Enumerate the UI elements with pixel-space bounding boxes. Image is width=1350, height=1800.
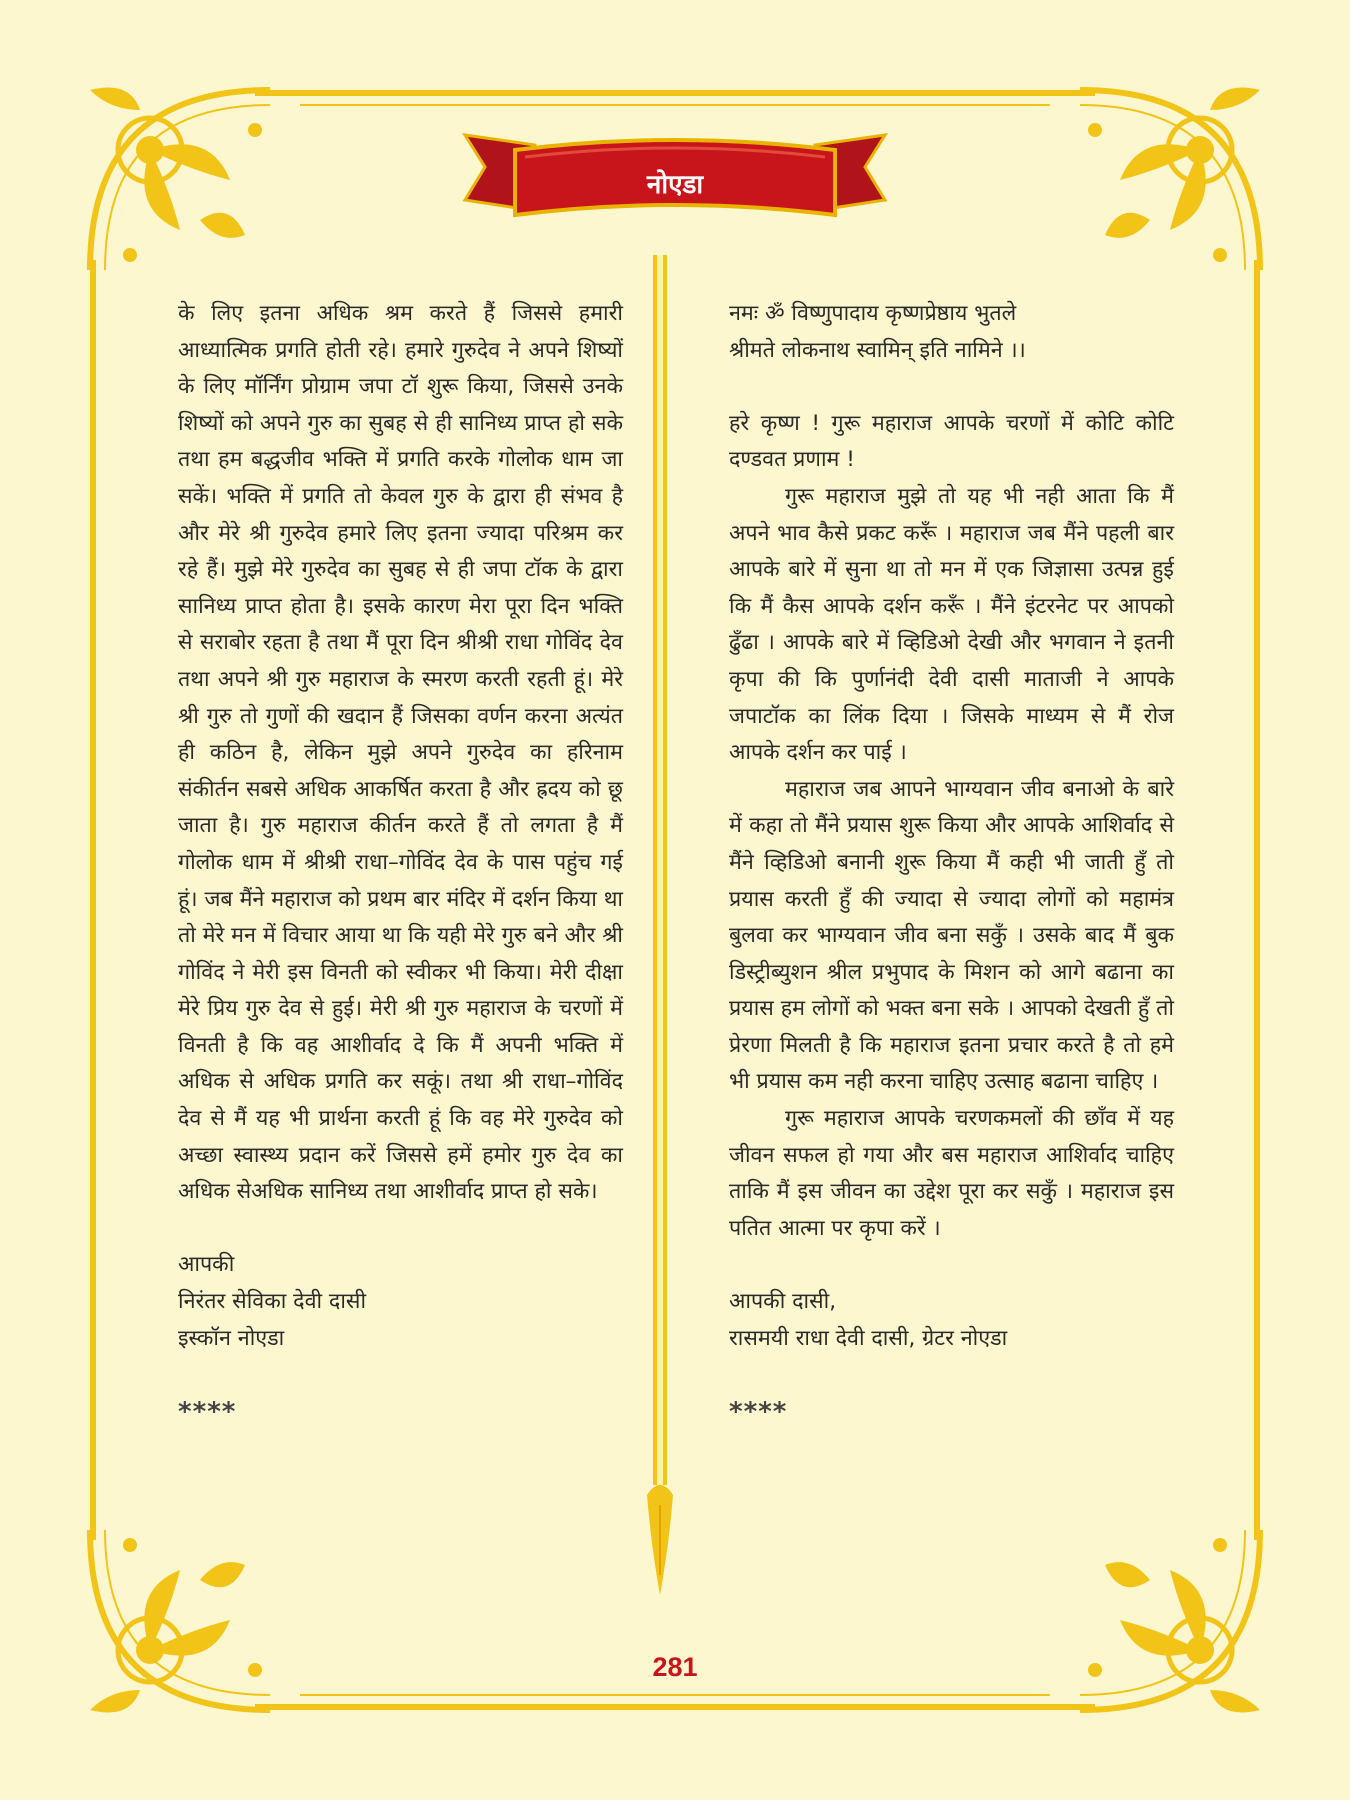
left-signoff-salutation: आपकी	[178, 1252, 235, 1278]
right-signoff-name: रासमयी राधा देवी दासी, ग्रेटर नोएडा	[729, 1325, 1008, 1351]
column-divider	[645, 255, 675, 1595]
right-paragraph-1: गुरू महाराज मुझे तो यह भी नही आता कि मैं अपने भाव कैसे प्रकट करूँ । महाराज जब मैंने पहली बार आपके बारे में सुना था तो मन में एक जिज्ञासा उत्पन्न हुई कि मैं कैस आपके दर्शन करूँ । मैंने इंटरनेट पर आपको ढुँढा । आपके बारे में व्हिडिओ देखी और भगवान ने इतनी कृपा की कि पुर्णानंदी देवी दासी माताजी ने आपके जपाटॉक का लिंक दिया । जिसके माध्यम से मैं रोज आपके दर्शन कर पाई ।	[729, 483, 1174, 766]
corner-ornament-top-right	[1050, 70, 1280, 300]
page-title: नोएडा	[646, 170, 704, 200]
left-body-paragraph: के लिए इतना अधिक श्रम करते हैं जिससे हमारी आध्यात्मिक प्रगति होती रहे। हमारे गुरुदेव ने अपने शिष्यों के लिए मॉर्निंग प्रोग्राम जपा टॉ शुरू किया, जिससे उनके शिष्यों को अपने गुरु का सुबह से ही सानिध्य प्राप्त हो सके तथा हम बद्धजीव भक्ति में प्रगति करके गोलोक धाम जा सकें। भक्ति में प्रगति तो केवल गुरु के द्वारा ही संभव है और मेरे श्री गुरुदेव हमारे लिए इतना ज्यादा परिश्रम कर रहे हैं। मुझे मेरे गुरुदेव का सुबह से ही जपा टॉक के द्वारा सानिध्य प्राप्त होता है। इसके कारण मेरा पूरा दिन भक्ति से सराबोर रहता है तथा मैं पूरा दिन श्रीश्री राधा गोविंद देव तथा अपने श्री गुरु महाराज के स्मरण करती रहती हूं। मेरे श्री गुरु तो गुणों की खदान हैं जिसका वर्णन करना अत्यंत ही कठिन है, लेकिन मुझे अपने गुरुदेव का हरिनाम संकीर्तन सबसे अधिक आकर्षित करता है और ह्रदय को छू जाता है। गुरु महाराज कीर्तन करते हैं तो लगता है मैं गोलोक धाम में श्रीश्री राधा–गोविंद देव के पास पहुंच गई हूं। जब मैंने महाराज को प्रथम बार मंदिर में दर्शन किया था तो मेरे मन में विचार आया था कि यही मेरे गुरु बने और श्री गोविंद ने मेरी इस विनती को स्वीकर भी किया। मेरी दीक्षा मेरे प्रिय गुरु देव से हुई। मेरी श्री गुरु महाराज के चरणों में विनती है कि वह आशीर्वाद दे कि मैं अपनी भक्ति में अधिक से अधिक प्रगति कर सकूं। तथा श्री राधा–गोविंद देव से मैं यह भी प्रार्थना करती हूं कि वह मेरे गुरुदेव को अच्छा स्वास्थ्य प्रदान करें जिससे हमें हमोर गुरु देव का अधिक सेअधिक सानिध्य तथा आशीर्वाद प्राप्त हो सके।	[178, 301, 623, 1205]
right-column	[729, 296, 1174, 1430]
page-number: 281	[652, 1652, 698, 1682]
left-signoff-name: निरंतर सेविका देवी दासी	[178, 1289, 367, 1315]
pranam-mantra-line-2: श्रीमते लोकनाथ स्वामिन् इति नामिने ।।	[729, 337, 1026, 363]
right-signoff-salutation: आपकी दासी,	[729, 1289, 837, 1315]
left-signoff-place: इस्कॉन नोएडा	[178, 1325, 285, 1351]
ribbon-banner	[460, 115, 890, 220]
right-paragraph-3: गुरू महाराज आपके चरणकमलों की छाँव में यह जीवन सफल हो गया और बस महाराज आशिर्वाद चाहिए ताकि मैं इस जीवन का उद्देश पूरा कर सकुँ । महाराज इस पतित आत्मा पर कृपा करें ।	[729, 1106, 1174, 1241]
corner-ornament-top-left	[70, 70, 300, 300]
right-paragraph-2: महाराज जब आपने भाग्यवान जीव बनाओ के बारे में कहा तो मैंने प्रयास शुरू किया और आपके आशिर्वाद से मैंने व्हिडिओ बनानी शुरू किया मैं कही भी जाती हुँ तो प्रयास करती हुँ की ज्यादा से ज्यादा लोगों को महामंत्र बुलवा कर भाग्यवान जीव बना सकुँ । उसके बाद मैं बुक डिस्ट्रीब्युशन श्रील प्रभुपाद के मिशन को आगे बढाना का प्रयास हम लोगों को भक्त बना सके । आपको देखती हुँ तो प्रेरणा मिलती है कि महाराज इतना प्रचार करते है तो हमे भी प्रयास कम नही करना चाहिए उत्साह बढाना चाहिए ।	[729, 776, 1174, 1095]
corner-ornament-bottom-left	[70, 1500, 300, 1730]
right-section-end-stars: ****	[729, 1396, 788, 1427]
left-column	[178, 296, 623, 1430]
greeting-paragraph: हरे कृष्ण ! गुरू महाराज आपके चरणों में कोटि कोटि दण्डवत प्रणाम !	[729, 410, 1174, 473]
pranam-mantra-line-1: नमः ॐ विष्णुपादाय कृष्णप्रेष्ठाय भुतले	[729, 301, 1017, 326]
left-section-end-stars: ****	[178, 1396, 237, 1427]
corner-ornament-bottom-right	[1050, 1500, 1280, 1730]
